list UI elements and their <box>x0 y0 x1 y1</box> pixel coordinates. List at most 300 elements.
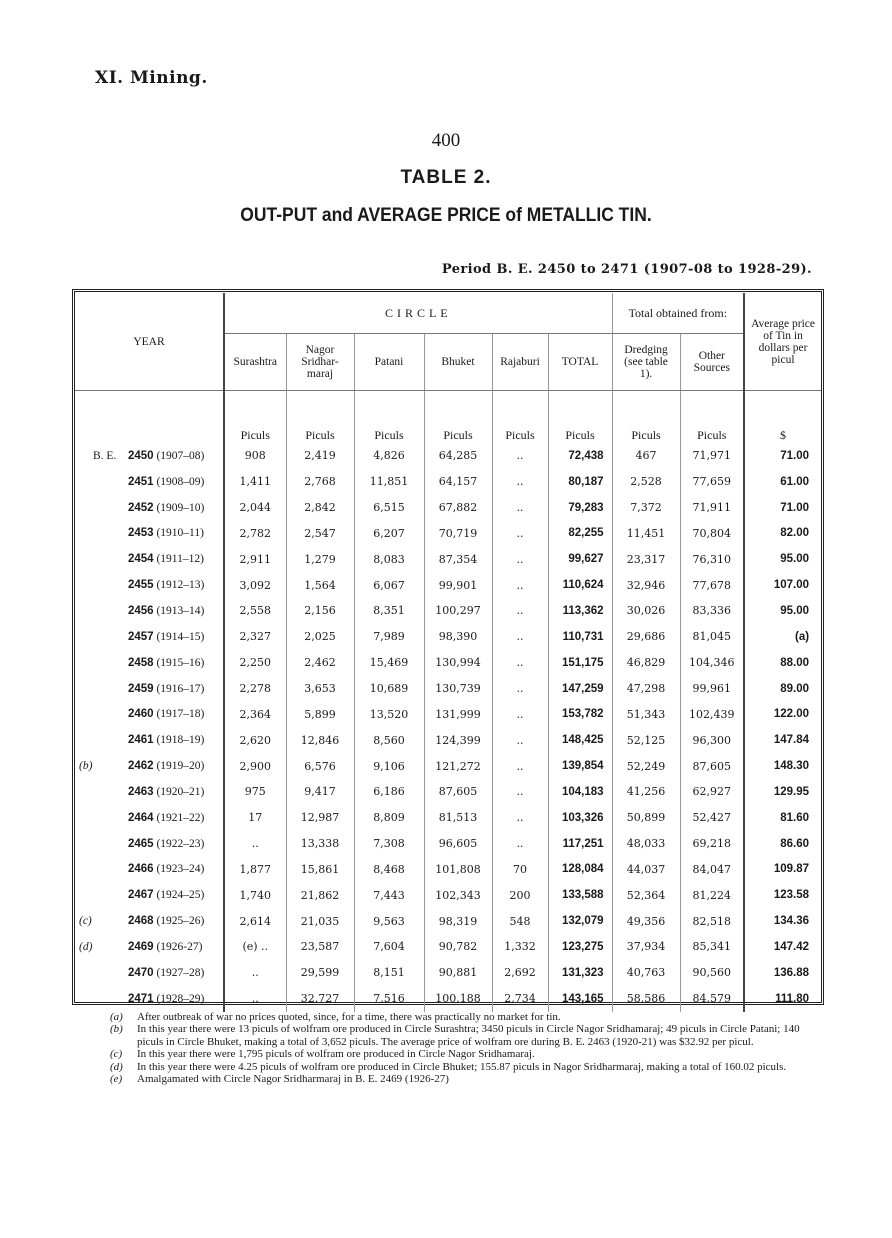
year-cell <box>75 701 224 727</box>
dredging-cell: 23,317 <box>612 546 680 572</box>
other-sources-cell: 69,218 <box>680 831 744 857</box>
bhuket-cell: 99,901 <box>424 572 492 598</box>
year-cell <box>75 598 224 624</box>
total-cell: 72,438 <box>548 443 612 469</box>
rajaburi-cell: .. <box>492 443 548 469</box>
avg-price-cell: 136.88 <box>744 960 821 986</box>
other-sources-cell: 102,439 <box>680 701 744 727</box>
rajaburi-cell: .. <box>492 650 548 676</box>
be-year: 2456 <box>128 604 154 617</box>
bhuket-cell: 87,605 <box>424 779 492 805</box>
be-year: 2460 <box>128 708 154 721</box>
table-row <box>75 572 821 598</box>
ce-year: (1927–28) <box>156 966 205 979</box>
bhuket-cell: 130,739 <box>424 676 492 702</box>
patani-cell: 9,563 <box>354 908 424 934</box>
other-sources-cell: 52,427 <box>680 805 744 831</box>
col-header-nagor: Nagor Sridhar-maraj <box>286 334 354 391</box>
avg-price-cell: 61.00 <box>744 469 821 495</box>
year-cell <box>75 521 224 547</box>
bhuket-cell: 130,994 <box>424 650 492 676</box>
year-cell <box>75 676 224 702</box>
be-year: 2468 <box>128 915 154 928</box>
footnote <box>110 1011 825 1023</box>
other-sources-cell: 77,659 <box>680 469 744 495</box>
rajaburi-cell: 2,734 <box>492 986 548 1012</box>
table-row <box>75 650 821 676</box>
other-sources-cell: 99,961 <box>680 676 744 702</box>
patani-cell: 8,560 <box>354 727 424 753</box>
other-sources-cell: 84,047 <box>680 857 744 883</box>
total-cell: 123,275 <box>548 934 612 960</box>
be-year: 2467 <box>128 889 154 902</box>
patani-cell: 7,989 <box>354 624 424 650</box>
total-cell: 79,283 <box>548 495 612 521</box>
nagor-cell: 5,899 <box>286 701 354 727</box>
col-header-dredging: Dredging (see table 1). <box>612 334 680 391</box>
ce-year: (1922–23) <box>156 837 205 850</box>
surashtra-cell: (e) .. <box>224 934 286 960</box>
nagor-cell: 12,987 <box>286 805 354 831</box>
total-cell: 148,425 <box>548 727 612 753</box>
surashtra-cell: 17 <box>224 805 286 831</box>
ce-year: (1923–24) <box>156 863 205 876</box>
other-sources-cell: 62,927 <box>680 779 744 805</box>
other-sources-cell: 96,300 <box>680 727 744 753</box>
col-group-total-obtained: Total obtained from: <box>612 293 744 334</box>
total-cell: 103,326 <box>548 805 612 831</box>
year-cell <box>75 727 224 753</box>
bhuket-cell: 90,881 <box>424 960 492 986</box>
patani-cell: 8,468 <box>354 857 424 883</box>
unit-cell: Piculs <box>680 391 744 444</box>
avg-price-cell: (a) <box>744 624 821 650</box>
ce-year: (1924–25) <box>156 889 205 902</box>
avg-price-cell: 81.60 <box>744 805 821 831</box>
other-sources-cell: 104,346 <box>680 650 744 676</box>
ce-year: (1909–10) <box>156 501 205 514</box>
bhuket-cell: 64,157 <box>424 469 492 495</box>
rajaburi-cell: .. <box>492 521 548 547</box>
surashtra-cell: 2,250 <box>224 650 286 676</box>
nagor-cell: 29,599 <box>286 960 354 986</box>
avg-price-cell: 147.42 <box>744 934 821 960</box>
footnote-marker: (b) <box>79 760 93 773</box>
rajaburi-cell: 200 <box>492 882 548 908</box>
surashtra-cell: 908 <box>224 443 286 469</box>
rajaburi-cell: .. <box>492 546 548 572</box>
table-row <box>75 960 821 986</box>
table-row <box>75 521 821 547</box>
table-row <box>75 779 821 805</box>
surashtra-cell: 2,614 <box>224 908 286 934</box>
be-year: 2466 <box>128 863 154 876</box>
ce-year: (1917–18) <box>156 708 205 721</box>
nagor-cell: 15,861 <box>286 857 354 883</box>
surashtra-cell: .. <box>224 986 286 1012</box>
avg-price-cell: 82.00 <box>744 521 821 547</box>
patani-cell: 13,520 <box>354 701 424 727</box>
patani-cell: 4,826 <box>354 443 424 469</box>
year-cell <box>75 831 224 857</box>
table-row <box>75 805 821 831</box>
rajaburi-cell: .. <box>492 831 548 857</box>
avg-price-cell: 71.00 <box>744 495 821 521</box>
rajaburi-cell: .. <box>492 701 548 727</box>
rajaburi-cell: .. <box>492 572 548 598</box>
dredging-cell: 7,372 <box>612 495 680 521</box>
bhuket-cell: 67,882 <box>424 495 492 521</box>
avg-price-cell: 86.60 <box>744 831 821 857</box>
avg-price-cell: 111.80 <box>744 986 821 1012</box>
table-row <box>75 934 821 960</box>
be-year: 2452 <box>128 501 154 514</box>
avg-price-cell: 134.36 <box>744 908 821 934</box>
year-cell <box>75 469 224 495</box>
avg-price-cell: 95.00 <box>744 546 821 572</box>
surashtra-cell: .. <box>224 831 286 857</box>
units-row <box>75 391 821 444</box>
avg-price-cell: 123.58 <box>744 882 821 908</box>
table-row <box>75 469 821 495</box>
nagor-cell: 21,862 <box>286 882 354 908</box>
avg-price-cell: 147.84 <box>744 727 821 753</box>
rajaburi-cell: 1,332 <box>492 934 548 960</box>
period-caption: Period B. E. 2450 to 2471 (1907-08 to 1928-29). <box>441 262 812 277</box>
surashtra-cell: 1,411 <box>224 469 286 495</box>
total-cell: 104,183 <box>548 779 612 805</box>
rajaburi-cell: .. <box>492 469 548 495</box>
dredging-cell: 52,364 <box>612 882 680 908</box>
patani-cell: 8,809 <box>354 805 424 831</box>
table-row <box>75 831 821 857</box>
table-row <box>75 676 821 702</box>
dredging-cell: 44,037 <box>612 857 680 883</box>
bhuket-cell: 121,272 <box>424 753 492 779</box>
surashtra-cell: 975 <box>224 779 286 805</box>
dredging-cell: 52,249 <box>612 753 680 779</box>
surashtra-cell: .. <box>224 960 286 986</box>
year-cell <box>75 779 224 805</box>
unit-cell-year <box>75 391 224 444</box>
patani-cell: 11,851 <box>354 469 424 495</box>
year-cell <box>75 572 224 598</box>
footnote-mark: (a) <box>110 1011 123 1023</box>
other-sources-cell: 71,971 <box>680 443 744 469</box>
patani-cell: 6,515 <box>354 495 424 521</box>
dredging-cell: 32,946 <box>612 572 680 598</box>
patani-cell: 9,106 <box>354 753 424 779</box>
be-year: 2459 <box>128 682 154 695</box>
table-row <box>75 753 821 779</box>
rajaburi-cell: 548 <box>492 908 548 934</box>
table-row <box>75 727 821 753</box>
surashtra-cell: 2,900 <box>224 753 286 779</box>
unit-cell: Piculs <box>612 391 680 444</box>
footnote-marker: (d) <box>79 940 93 953</box>
be-year: 2464 <box>128 811 154 824</box>
surashtra-cell: 1,877 <box>224 857 286 883</box>
other-sources-cell: 71,911 <box>680 495 744 521</box>
avg-price-cell: 89.00 <box>744 676 821 702</box>
ce-year: (1908–09) <box>156 475 205 488</box>
bhuket-cell: 124,399 <box>424 727 492 753</box>
footnote-mark: (b) <box>110 1023 123 1036</box>
year-cell <box>75 986 224 1012</box>
dredging-cell: 46,829 <box>612 650 680 676</box>
nagor-cell: 12,846 <box>286 727 354 753</box>
avg-price-cell: 109.87 <box>744 857 821 883</box>
total-cell: 133,588 <box>548 882 612 908</box>
nagor-cell: 13,338 <box>286 831 354 857</box>
dredging-cell: 50,899 <box>612 805 680 831</box>
patani-cell: 7,308 <box>354 831 424 857</box>
ce-year: (1907–08) <box>156 449 205 462</box>
ce-year: (1916–17) <box>156 682 205 695</box>
table-row <box>75 443 821 469</box>
surashtra-cell: 2,044 <box>224 495 286 521</box>
nagor-cell: 3,653 <box>286 676 354 702</box>
year-cell <box>75 805 224 831</box>
year-cell <box>75 546 224 572</box>
rajaburi-cell: .. <box>492 753 548 779</box>
avg-price-cell: 71.00 <box>744 443 821 469</box>
footnote <box>110 1061 825 1073</box>
footnotes <box>110 1011 825 1085</box>
bhuket-cell: 98,319 <box>424 908 492 934</box>
total-cell: 153,782 <box>548 701 612 727</box>
unit-cell-dollar: $ <box>744 391 821 444</box>
other-sources-cell: 82,518 <box>680 908 744 934</box>
surashtra-cell: 2,278 <box>224 676 286 702</box>
total-cell: 80,187 <box>548 469 612 495</box>
nagor-cell: 2,025 <box>286 624 354 650</box>
bhuket-cell: 102,343 <box>424 882 492 908</box>
nagor-cell: 1,279 <box>286 546 354 572</box>
ce-year: (1914–15) <box>156 630 205 643</box>
col-header-year: YEAR <box>75 293 224 391</box>
rajaburi-cell: 2,692 <box>492 960 548 986</box>
table-label: TABLE 2. <box>400 167 492 188</box>
col-header-bhuket: Bhuket <box>424 334 492 391</box>
surashtra-cell: 2,911 <box>224 546 286 572</box>
nagor-cell: 2,156 <box>286 598 354 624</box>
ce-year: (1925–26) <box>156 915 205 928</box>
avg-price-cell: 122.00 <box>744 701 821 727</box>
dredging-cell: 52,125 <box>612 727 680 753</box>
ce-year: (1915–16) <box>156 656 205 669</box>
be-year: 2455 <box>128 579 154 592</box>
other-sources-cell: 90,560 <box>680 960 744 986</box>
total-cell: 99,627 <box>548 546 612 572</box>
patani-cell: 8,083 <box>354 546 424 572</box>
footnote-text: Amalgamated with Circle Nagor Sridharmaraj in B. E. 2469 (1926-27) <box>137 1073 449 1086</box>
footnote <box>110 1048 825 1060</box>
other-sources-cell: 84,579 <box>680 986 744 1012</box>
patani-cell: 7,604 <box>354 934 424 960</box>
table-title: OUT-PUT and AVERAGE PRICE of METALLIC TIN. <box>240 205 652 226</box>
be-year: 2462 <box>128 760 154 773</box>
nagor-cell: 2,419 <box>286 443 354 469</box>
year-cell <box>75 857 224 883</box>
total-cell: 128,084 <box>548 857 612 883</box>
patani-cell: 7,516 <box>354 986 424 1012</box>
be-year: 2463 <box>128 785 154 798</box>
bhuket-cell: 81,513 <box>424 805 492 831</box>
nagor-cell: 21,035 <box>286 908 354 934</box>
be-year: 2458 <box>128 656 154 669</box>
dredging-cell: 37,934 <box>612 934 680 960</box>
be-year: 2470 <box>128 966 154 979</box>
unit-cell: Piculs <box>492 391 548 444</box>
table-row <box>75 857 821 883</box>
dredging-cell: 41,256 <box>612 779 680 805</box>
dredging-cell: 29,686 <box>612 624 680 650</box>
dredging-cell: 48,033 <box>612 831 680 857</box>
col-header-rajaburi: Rajaburi <box>492 334 548 391</box>
total-cell: 131,323 <box>548 960 612 986</box>
table-row <box>75 546 821 572</box>
dredging-cell: 2,528 <box>612 469 680 495</box>
be-year: 2457 <box>128 630 154 643</box>
year-cell <box>75 908 224 934</box>
footnote <box>110 1073 825 1085</box>
surashtra-cell: 2,327 <box>224 624 286 650</box>
bhuket-cell: 96,605 <box>424 831 492 857</box>
dredging-cell: 40,763 <box>612 960 680 986</box>
footnote-mark: (c) <box>110 1048 123 1061</box>
patani-cell: 6,186 <box>354 779 424 805</box>
ce-year: (1910–11) <box>156 527 204 540</box>
unit-cell: Piculs <box>424 391 492 444</box>
year-cell <box>75 753 224 779</box>
be-year: 2471 <box>128 992 154 1005</box>
ce-year: (1911–12) <box>156 553 204 566</box>
rajaburi-cell: .. <box>492 598 548 624</box>
ce-year: (1918–19) <box>156 734 205 747</box>
dredging-cell: 51,343 <box>612 701 680 727</box>
surashtra-cell: 3,092 <box>224 572 286 598</box>
dredging-cell: 467 <box>612 443 680 469</box>
rajaburi-cell: .. <box>492 805 548 831</box>
unit-cell: Piculs <box>548 391 612 444</box>
unit-cell: Piculs <box>354 391 424 444</box>
be-year: 2450 <box>128 449 154 462</box>
be-year: 2451 <box>128 475 154 488</box>
surashtra-cell: 2,620 <box>224 727 286 753</box>
rajaburi-cell: .. <box>492 727 548 753</box>
bhuket-cell: 100,188 <box>424 986 492 1012</box>
unit-cell: Piculs <box>224 391 286 444</box>
ce-year: (1926-27) <box>156 940 203 953</box>
patani-cell: 6,067 <box>354 572 424 598</box>
be-year: 2469 <box>128 940 154 953</box>
section-heading: XI. Mining. <box>95 68 208 88</box>
ce-year: (1921–22) <box>156 811 205 824</box>
bhuket-cell: 100,297 <box>424 598 492 624</box>
year-cell <box>75 650 224 676</box>
year-cell <box>75 960 224 986</box>
avg-price-cell: 88.00 <box>744 650 821 676</box>
patani-cell: 7,443 <box>354 882 424 908</box>
ce-year: (1920–21) <box>156 785 205 798</box>
year-cell <box>75 882 224 908</box>
year-cell <box>75 934 224 960</box>
ce-year: (1912–13) <box>156 579 205 592</box>
avg-price-cell: 107.00 <box>744 572 821 598</box>
col-group-circle: CIRCLE <box>224 293 612 334</box>
surashtra-cell: 2,782 <box>224 521 286 547</box>
ce-year: (1928–29) <box>156 992 205 1005</box>
other-sources-cell: 70,804 <box>680 521 744 547</box>
other-sources-cell: 85,341 <box>680 934 744 960</box>
avg-price-cell: 95.00 <box>744 598 821 624</box>
col-header-avg-price: Average price of Tin in dollars per picul <box>744 293 821 391</box>
rajaburi-cell: .. <box>492 624 548 650</box>
footnote-text: In this year there were 4.25 piculs of wolfram ore produced in Circle Bhuket; 155.87 piculs in Nagor Sridharmaraj, making a total of 160.02 piculs. <box>137 1060 787 1073</box>
other-sources-cell: 83,336 <box>680 598 744 624</box>
nagor-cell: 2,768 <box>286 469 354 495</box>
col-header-surashtra: Surashtra <box>224 334 286 391</box>
dredging-cell: 30,026 <box>612 598 680 624</box>
rajaburi-cell: .. <box>492 495 548 521</box>
total-cell: 117,251 <box>548 831 612 857</box>
bhuket-cell: 64,285 <box>424 443 492 469</box>
total-cell: 110,731 <box>548 624 612 650</box>
footnote <box>110 1023 825 1048</box>
unit-cell: Piculs <box>286 391 354 444</box>
total-cell: 139,854 <box>548 753 612 779</box>
col-header-other-sources: Other Sources <box>680 334 744 391</box>
bhuket-cell: 70,719 <box>424 521 492 547</box>
col-header-patani: Patani <box>354 334 424 391</box>
bhuket-cell: 98,390 <box>424 624 492 650</box>
total-cell: 151,175 <box>548 650 612 676</box>
footnote-text: In this year there were 13 piculs of wolfram ore produced in Circle Surashtra; 3450 piculs in Circle Nagor Sridhamaraj; 49 piculs in Circle Patani; 140 piculs in Circle Bhuket, making a total of 3,652 piculs. The average price of wolfram ore during B. E. 2463 (1920-21) was $32.92 per picul. <box>137 1023 800 1048</box>
total-cell: 132,079 <box>548 908 612 934</box>
rajaburi-cell: .. <box>492 676 548 702</box>
nagor-cell: 9,417 <box>286 779 354 805</box>
patani-cell: 6,207 <box>354 521 424 547</box>
footnote-text: After outbreak of war no prices quoted, since, for a time, there was practically no market for tin. <box>137 1011 561 1023</box>
col-header-total: TOTAL <box>548 334 612 391</box>
nagor-cell: 32,727 <box>286 986 354 1012</box>
patani-cell: 15,469 <box>354 650 424 676</box>
ce-year: (1919–20) <box>156 760 205 773</box>
avg-price-cell: 129.95 <box>744 779 821 805</box>
surashtra-cell: 2,364 <box>224 701 286 727</box>
era-label: B. E. <box>93 449 117 462</box>
other-sources-cell: 76,310 <box>680 546 744 572</box>
other-sources-cell: 77,678 <box>680 572 744 598</box>
other-sources-cell: 81,045 <box>680 624 744 650</box>
table-row <box>75 882 821 908</box>
other-sources-cell: 87,605 <box>680 753 744 779</box>
footnote-mark: (e) <box>110 1073 123 1086</box>
total-cell: 110,624 <box>548 572 612 598</box>
total-cell: 147,259 <box>548 676 612 702</box>
dredging-cell: 58,586 <box>612 986 680 1012</box>
surashtra-cell: 1,740 <box>224 882 286 908</box>
other-sources-cell: 81,224 <box>680 882 744 908</box>
rajaburi-cell: .. <box>492 779 548 805</box>
nagor-cell: 2,547 <box>286 521 354 547</box>
table-row <box>75 986 821 1012</box>
surashtra-cell: 2,558 <box>224 598 286 624</box>
nagor-cell: 2,462 <box>286 650 354 676</box>
table-row <box>75 908 821 934</box>
be-year: 2453 <box>128 527 154 540</box>
